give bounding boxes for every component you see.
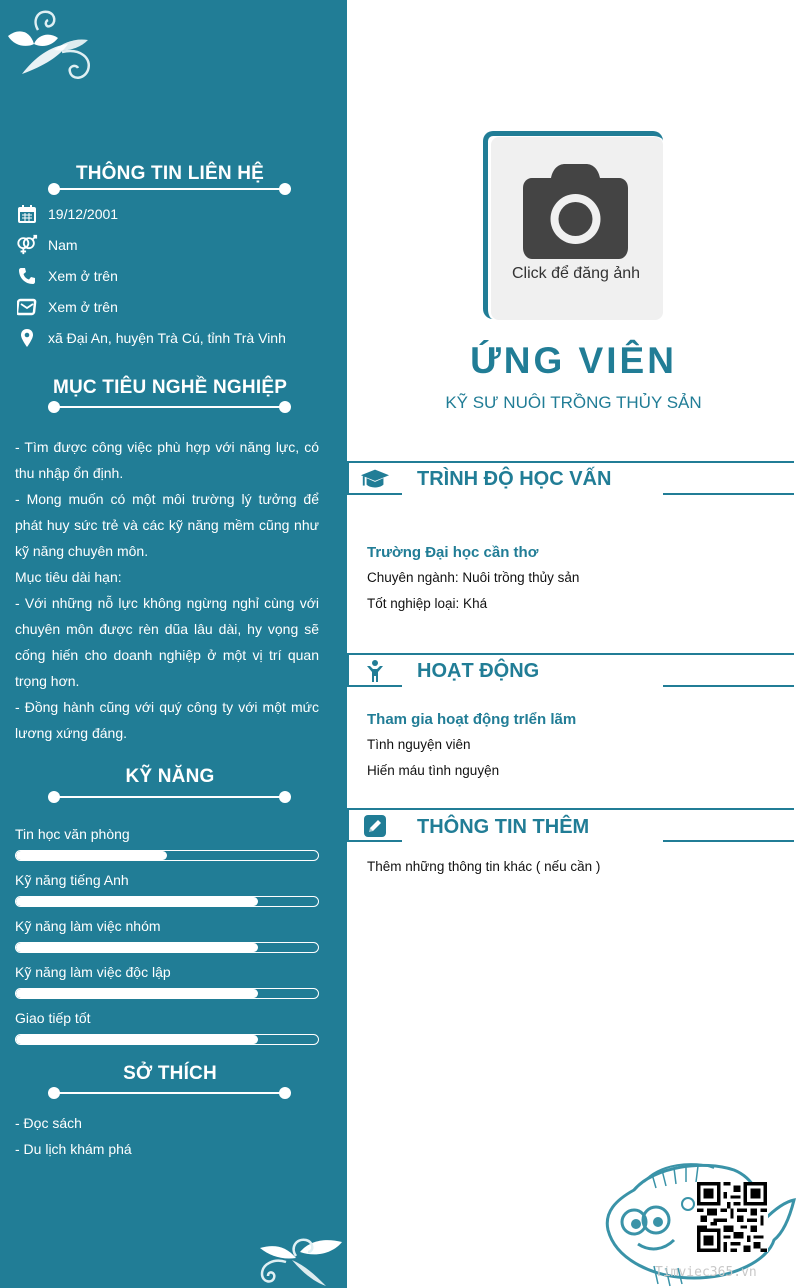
candidate-name: ỨNG VIÊN <box>470 340 677 381</box>
skill-item <box>15 918 319 953</box>
gender-icon <box>16 234 38 256</box>
hobby-item: - Đọc sách <box>15 1115 82 1131</box>
school-name: Trường Đại học cần thơ <box>367 544 539 561</box>
job-title: KỸ SƯ NUÔI TRỒNG THỦY SẢN <box>445 393 702 412</box>
camera-icon[interactable] <box>523 164 628 259</box>
contact-address <box>16 327 286 349</box>
objective-paragraph: - Tìm được công việc phù hợp với năng lực, có thu nhập ổn định. <box>15 439 319 481</box>
objective-paragraph: - Mong muốn có một môi trường lý tưởng để phát huy sức trẻ và các kỹ năng mềm cũng như kỹ năng chuyên môn. <box>15 491 319 559</box>
section-divider <box>663 840 794 842</box>
watermark-text: Timviec365.vn <box>655 1265 757 1280</box>
skill-label: Kỹ năng tiếng Anh <box>15 872 129 888</box>
contact-gender <box>16 234 78 256</box>
skill-progress-fill <box>16 851 167 860</box>
heading-divider <box>54 188 285 190</box>
contact-heading: THÔNG TIN LIÊN HỆ <box>75 163 265 184</box>
heading-divider <box>54 1092 285 1094</box>
section-divider <box>347 461 794 463</box>
section-divider <box>663 685 794 687</box>
skill-item <box>15 872 319 907</box>
contact-phone <box>16 265 118 287</box>
section-title-education: TRÌNH ĐỘ HỌC VẤN <box>417 468 612 490</box>
skill-label: Kỹ năng làm việc độc lập <box>15 964 171 980</box>
section-divider <box>347 808 794 810</box>
edit-pencil-icon <box>360 814 390 838</box>
calendar-icon <box>16 203 38 225</box>
photo-caption[interactable]: Click để đăng ảnh <box>511 265 641 282</box>
skill-progress-bar <box>15 1034 319 1045</box>
section-divider <box>347 685 402 687</box>
objective-text <box>15 434 319 746</box>
skill-item <box>15 826 319 861</box>
heading-divider <box>54 796 285 798</box>
objective-paragraph: Mục tiêu dài hạn: <box>15 569 122 585</box>
email-text: Xem ở trên <box>48 299 118 315</box>
section-divider <box>347 808 349 842</box>
contact-email <box>16 296 118 318</box>
skill-progress-bar <box>15 896 319 907</box>
hobbies-heading: SỞ THÍCH <box>123 1063 217 1084</box>
section-title-additional: THÔNG TIN THÊM <box>417 816 590 838</box>
person-icon <box>360 659 390 683</box>
section-divider <box>347 461 349 495</box>
gender-text: Nam <box>48 237 78 253</box>
skill-label: Kỹ năng làm việc nhóm <box>15 918 161 934</box>
skill-progress-bar <box>15 850 319 861</box>
phone-text: Xem ở trên <box>48 268 118 284</box>
graduation-cap-icon <box>360 467 390 491</box>
skill-item <box>15 1010 319 1045</box>
section-divider <box>347 840 402 842</box>
education-detail: Tốt nghiệp loại: Khá <box>367 596 488 611</box>
additional-info-text: Thêm những thông tin khác ( nếu cần ) <box>367 859 601 874</box>
skill-item <box>15 964 319 999</box>
skill-progress-fill <box>16 897 258 906</box>
section-divider <box>663 493 794 495</box>
section-title-activities: HOẠT ĐỘNG <box>417 660 540 682</box>
section-divider <box>347 653 349 687</box>
hobby-item: - Du lịch khám phá <box>15 1141 132 1157</box>
sidebar <box>0 0 347 1288</box>
objective-paragraph: - Với những nỗ lực không ngừng nghỉ cùng với chuyên môn được rèn dũa lâu dài, hy vọng sẽ cống hiến cho doanh nghiệp ở một vị trí quan trọng hơn. <box>15 595 319 689</box>
skill-progress-bar <box>15 988 319 999</box>
activity-detail: Hiến máu tình nguyện <box>367 763 500 778</box>
skill-progress-fill <box>16 1035 258 1044</box>
phone-icon <box>16 265 38 287</box>
activity-detail: Tình nguyện viên <box>367 737 471 752</box>
skill-progress-fill <box>16 943 258 952</box>
contact-birthdate <box>16 203 118 225</box>
objective-paragraph: - Đồng hành cũng với quý công ty với một mức lương xứng đáng. <box>15 699 319 741</box>
birthdate-text: 19/12/2001 <box>48 206 119 222</box>
floral-ornament-icon <box>4 8 94 82</box>
location-pin-icon <box>16 327 38 349</box>
skill-progress-fill <box>16 989 258 998</box>
address-text: xã Đại An, huyện Trà Cú, tỉnh Trà Vinh <box>48 330 286 346</box>
skill-label: Tin học văn phòng <box>15 826 130 842</box>
skill-progress-bar <box>15 942 319 953</box>
skill-label: Giao tiếp tốt <box>15 1010 91 1026</box>
floral-ornament-icon <box>256 1232 348 1288</box>
heading-divider <box>54 406 285 408</box>
education-detail: Chuyên ngành: Nuôi trồng thủy sản <box>367 570 580 585</box>
section-divider <box>347 653 794 655</box>
email-icon <box>16 296 38 318</box>
qr-code-icon <box>696 1182 768 1252</box>
section-divider <box>347 493 402 495</box>
activity-title: Tham gia hoạt động trIển lãm <box>367 711 577 728</box>
skills-heading: KỸ NĂNG <box>125 766 215 787</box>
objective-heading: MỤC TIÊU NGHỀ NGHIỆP <box>52 377 288 398</box>
